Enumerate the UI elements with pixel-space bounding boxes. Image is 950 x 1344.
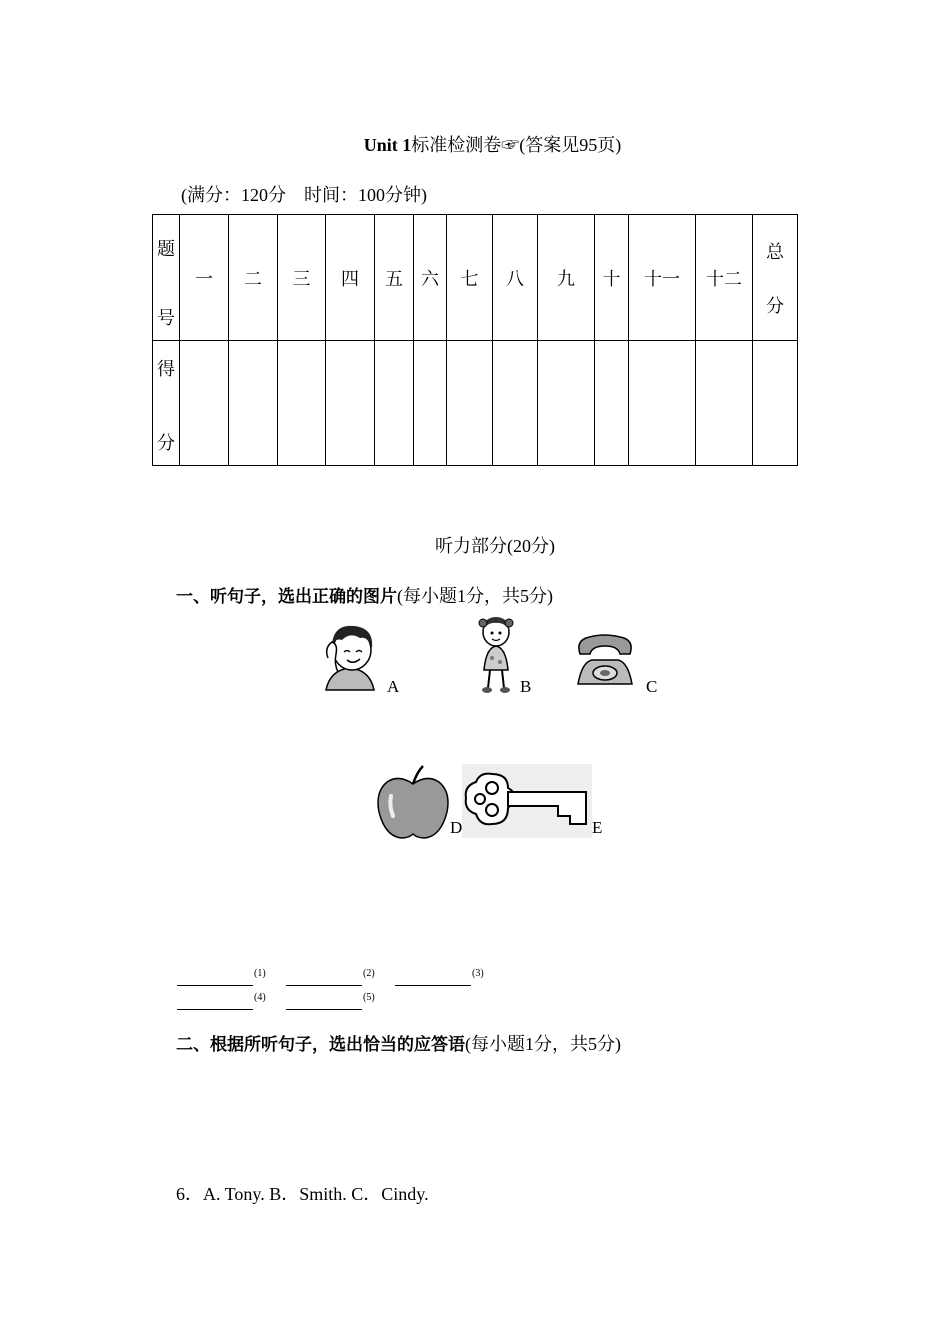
column-header: 一 xyxy=(180,215,229,341)
title-rest: 标准检测卷☞(答案见95页) xyxy=(411,135,622,155)
answer-blank-2[interactable] xyxy=(286,985,362,986)
score-cell[interactable] xyxy=(753,341,798,466)
column-header: 十一 xyxy=(629,215,696,341)
part2-title xyxy=(176,1030,621,1056)
score-cell[interactable] xyxy=(447,341,493,466)
answer-blank-5[interactable] xyxy=(286,1009,362,1010)
score-cell[interactable] xyxy=(229,341,278,466)
column-header: 八 xyxy=(493,215,538,341)
score-cell[interactable] xyxy=(414,341,447,466)
score-cell[interactable] xyxy=(326,341,375,466)
picture-label-e: E xyxy=(592,818,603,837)
question-number-label-cell xyxy=(153,215,180,341)
blank-number-3: (3) xyxy=(472,968,484,979)
part1-title-main: 一、听句子，选出正确的图片 xyxy=(176,587,397,607)
boy-icon xyxy=(320,618,380,694)
score-cell[interactable] xyxy=(180,341,229,466)
blank-number-1: (1) xyxy=(254,968,266,979)
listening-section-title: 听力部分(20分) xyxy=(435,536,555,556)
question-6: 6．A. Tony. B．Smith. C．Cindy. xyxy=(176,1184,429,1204)
score-table-header-row xyxy=(153,215,798,341)
score-cell[interactable] xyxy=(538,341,595,466)
total-label-cell xyxy=(753,215,798,341)
score-cell[interactable] xyxy=(493,341,538,466)
picture-label-a: A xyxy=(387,677,400,696)
answer-blank-4[interactable] xyxy=(177,1009,253,1010)
telephone-icon xyxy=(572,632,638,690)
score-cell[interactable] xyxy=(629,341,696,466)
question-number-label-1: 题 xyxy=(157,239,175,260)
blank-number-2: (2) xyxy=(363,968,375,979)
score-label-cell xyxy=(153,341,180,466)
girl-icon xyxy=(474,614,518,694)
score-table-score-row xyxy=(153,341,798,466)
part2-title-main: 二、根据所听句子，选出恰当的应答语 xyxy=(176,1035,465,1055)
picture-label-d: D xyxy=(450,818,463,837)
page-title xyxy=(0,131,950,157)
score-cell[interactable] xyxy=(696,341,753,466)
title-unit: Unit 1 xyxy=(363,135,412,155)
picture-label-b: B xyxy=(520,677,532,696)
column-header: 六 xyxy=(414,215,447,341)
column-header: 七 xyxy=(447,215,493,341)
column-header: 四 xyxy=(326,215,375,341)
answer-blank-1[interactable] xyxy=(177,985,253,986)
blank-number-5: (5) xyxy=(363,992,375,1003)
column-header: 十 xyxy=(595,215,629,341)
key-icon xyxy=(462,764,592,838)
answer-blank-3[interactable] xyxy=(395,985,471,986)
question-number-label-2: 号 xyxy=(157,308,175,329)
score-table xyxy=(152,214,798,466)
apple-icon xyxy=(375,762,451,840)
score-cell[interactable] xyxy=(278,341,326,466)
column-header: 三 xyxy=(278,215,326,341)
total-label-2: 分 xyxy=(766,295,784,317)
column-header: 二 xyxy=(229,215,278,341)
part1-title-note: (每小题1分，共5分) xyxy=(397,586,553,606)
part2-title-note: (每小题1分，共5分) xyxy=(465,1034,621,1054)
exam-meta: (满分：120分 时间：100分钟) xyxy=(181,185,427,205)
column-header: 五 xyxy=(375,215,414,341)
score-cell[interactable] xyxy=(595,341,629,466)
column-header: 十二 xyxy=(696,215,753,341)
column-header: 九 xyxy=(538,215,595,341)
total-label-1: 总 xyxy=(766,241,784,263)
score-cell[interactable] xyxy=(375,341,414,466)
picture-label-c: C xyxy=(646,677,658,696)
score-label-1: 得 xyxy=(157,359,175,380)
part1-title xyxy=(176,582,553,608)
score-label-2: 分 xyxy=(157,433,175,454)
blank-number-4: (4) xyxy=(254,992,266,1003)
